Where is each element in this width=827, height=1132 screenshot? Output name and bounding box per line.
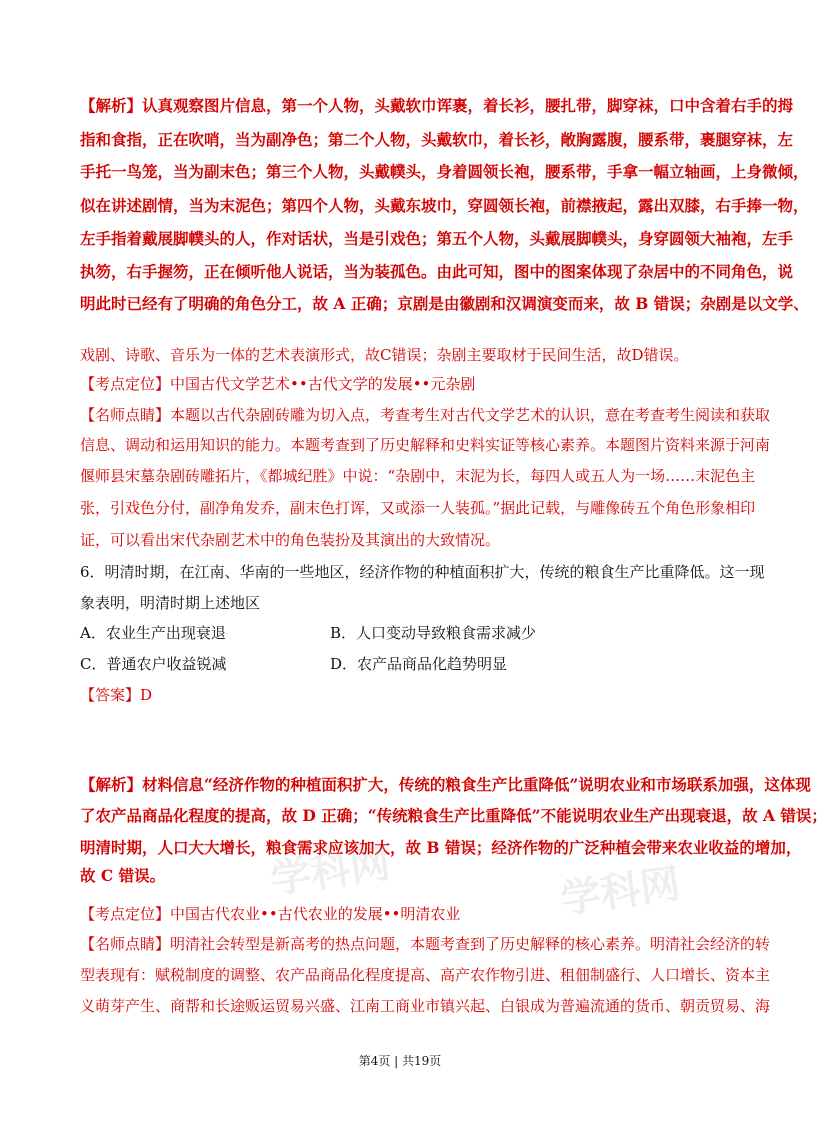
analysis1-continuation: 戏剧、诗歌、音乐为一体的艺术表演形式，故C错误；杂剧主要取材于民间生活，故D错误。 [80, 346, 689, 364]
option-d: D．农产品商品化趋势明显 [330, 655, 508, 673]
analysis1-line: 明此时已经有了明确的角色分工，故 A 正确；京剧是由徽剧和汉调演变而来，故 B 错误；杂剧是以文学、 [80, 294, 809, 313]
analysis2-line: 了农产品商品化程度的提高，故 D 正确；“传统粮食生产比重降低”不能说明农业生产出现衰退，故 A 错误； [80, 806, 827, 825]
option-a: A．农业生产出现衰退 [80, 624, 226, 642]
mingshi1-line: 张，引戏色分付，副净角发乔，副末色打诨，又或添一人装孤。”据此记载，与雕像砖五个角色形象相印 [80, 499, 756, 517]
mingshi1-line: 证，可以看出宋代杂剧艺术中的角色装扮及其演出的大致情况。 [80, 531, 501, 549]
mingshi1-line: 【名师点睛】本题以古代杂剧砖雕为切入点，考查考生对古代文学艺术的认识，意在考查考生阅读和获取 [80, 406, 771, 424]
analysis1-line: 指和食指，正在吹哨，当为副净色；第二个人物，头戴软巾，着长衫，敞胸露腹，腰系带，裹腿穿袜，左 [80, 130, 794, 149]
question6-stem: 6．明清时期，在江南、华南的一些地区，经济作物的种植面积扩大，传统的粮食生产比重降低。这一现 [80, 563, 765, 581]
watermark: 学科网 [267, 840, 394, 904]
mingshi1-line: 偃师县宋墓杂剧砖雕拓片，《都城纪胜》中说：“杂剧中，末泥为长，每四人或五人为一场……末泥色主 [80, 467, 756, 485]
analysis1-line: 手托一鸟笼，当为副末色；第三个人物，头戴幞头，身着圆领长袍，腰系带，手拿一幅立轴画，上身微倾， [80, 162, 809, 181]
option-b: B．人口变动导致粮食需求减少 [330, 624, 537, 642]
analysis2-line: 【解析】材料信息“经济作物的种植面积扩大，传统的粮食生产比重降低”说明农业和市场联系加强，这体现 [80, 775, 811, 794]
analysis1-line: 执笏，右手握笏，正在倾听他人说话，当为装孤色。由此可知，图中的图案体现了杂居中的不同角色，说 [80, 262, 794, 281]
mingshi2-line: 【名师点睛】明清社会转型是新高考的热点问题，本题考查到了历史解释的核心素养。明清社会经济的转 [80, 935, 771, 953]
kaodian-1: 【考点定位】中国古代文学艺术••古代文学的发展••元杂剧 [80, 375, 476, 393]
question6-stem: 象表明，明清时期上述地区 [80, 594, 261, 612]
analysis1-line: 【解析】认真观察图片信息，第一个人物，头戴软巾诨裹，着长衫，腰扎带，脚穿袜，口中含着右手的拇 [80, 96, 794, 115]
mingshi1-line: 信息、调动和运用知识的能力。本题考查到了历史解释和史料实证等核心素养。本题图片资料来源于河南 [80, 436, 771, 454]
analysis2-line: 故 C 错误。 [80, 866, 166, 885]
analysis1-line: 似在讲述剧情，当为末泥色；第四个人物，头戴东坡巾，穿圆领长袍，前襟掖起，露出双膝，右手捧一物， [80, 196, 809, 215]
kaodian-2: 【考点定位】中国古代农业••古代农业的发展••明清农业 [80, 905, 461, 923]
mingshi2-line: 型表现有：赋税制度的调整、农产品商品化程度提高、高产农作物引进、租佃制盛行、人口增长、资本主 [80, 966, 771, 984]
analysis2-line: 明清时期，人口大大增长，粮食需求应该加大，故 B 错误；经济作物的广泛种植会带来农业收益的增加， [80, 838, 802, 857]
option-c: C．普通农户收益锐减 [80, 655, 227, 673]
analysis1-line: 左手指着戴展脚幞头的人，作对话状，当是引戏色；第五个人物，头戴展脚幞头，身穿圆领大袖袍，左手 [80, 229, 794, 248]
mingshi2-line: 义萌芽产生、商帮和长途贩运贸易兴盛、江南工商业市镇兴起、白银成为普遍流通的货币、朝贡贸易、海 [80, 997, 771, 1015]
watermark: 学科网 [557, 860, 684, 924]
page-footer: 第4页 | 共19页 [358, 1054, 442, 1068]
answer: 【答案】D [80, 686, 153, 704]
